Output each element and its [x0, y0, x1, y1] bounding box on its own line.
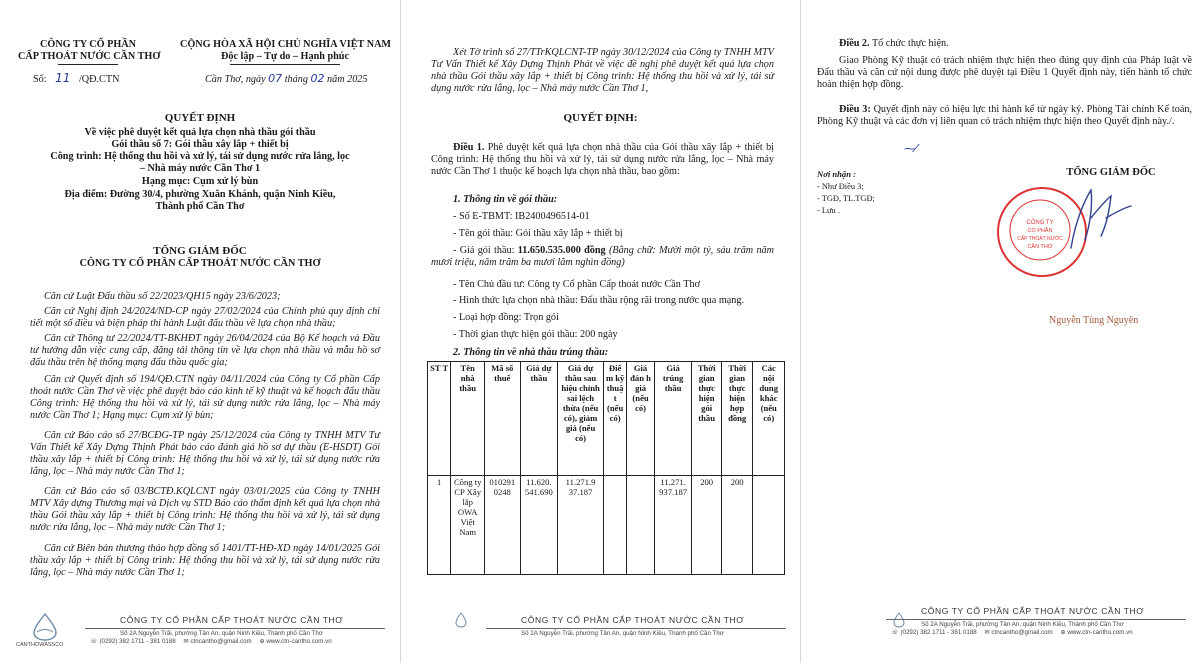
phone-icon: ☏ — [90, 638, 98, 645]
article-3: Điều 3: Quyết định này có hiệu lực thi hành kể từ ngày ký. Phòng Tài chính Kế toán, Phòng Kỹ thuật và các đơn vị liên quan có trách nhiệm thực hiện theo Quyết định này./. — [817, 104, 1193, 127]
company-name-line2: CẤP THOÁT NƯỚC CẦN THƠ — [18, 51, 161, 62]
authority-company: CÔNG TY CỔ PHẦN CẤP THOÁT NƯỚC CẦN THƠ — [79, 258, 321, 269]
table-header: ST T — [428, 362, 451, 476]
legal-basis-item: Căn cứ Nghị định 24/2024/ND-CP ngày 27/02/2024 của Chính phủ quy định chi tiết một số điều và biện pháp thi hành Luật đấu thầu về lựa chọn nhà thầu; — [30, 306, 380, 329]
recipient-item: - TGĐ, TL.TGĐ; — [817, 194, 875, 203]
legal-basis-item: Căn cứ Thông tư 22/2024/TT-BKHĐT ngày 26/04/2024 của Bộ Kế hoạch và Đầu tư hướng dẫn việc cung cấp, đăng tải thông tin về lựa chọn nhà thầu và mẫu hồ sơ đấu thầu trên hệ thống mạng đấu thầu quốc gia; — [30, 333, 380, 368]
subject-line: Thành phố Cần Thơ — [155, 201, 245, 212]
section-winner-info: 2. Thông tin về nhà thầu trúng thầu: — [453, 347, 609, 358]
article-1: Điều 1. Phê duyệt kết quả lựa chọn nhà thầu của Gói thầu xây lắp + thiết bị Công trình: Hệ thống thu hồi và xử lý, tái sử dụng nước rửa lắng, lọc – Nhà máy nước Cần Thơ 1 thuộc kế hoạch lựa chọn nhà thầu, bao gồm: — [431, 142, 774, 177]
table-row — [428, 476, 785, 575]
nation-motto: Độc lập – Tự do – Hạnh phúc — [221, 51, 349, 62]
footer-company: CÔNG TY CỔ PHẦN CẤP THOÁT NƯỚC CẦN THƠ — [120, 615, 344, 625]
subject-line: Gói thầu số 7: Gói thầu xây lắp + thiết bị — [111, 139, 289, 150]
header-rule-left — [58, 64, 118, 65]
footer-rule — [85, 628, 385, 629]
subject-line: Công trình: Hệ thống thu hồi và xử lý, tái sử dụng nước rửa lắng, lọc — [50, 151, 350, 162]
table-cell — [603, 476, 626, 575]
signer-title: TỔNG GIÁM ĐỐC — [1066, 167, 1156, 178]
table-header: Các nội dung khác (nếu có) — [753, 362, 785, 476]
contract-type: - Loại hợp đồng: Trọn gói — [453, 312, 559, 323]
table-cell: 010291 0248 — [484, 476, 520, 575]
package-name: - Tên gói thầu: Gói thầu xây lắp + thiết bị — [453, 228, 623, 239]
table-cell — [753, 476, 785, 575]
svg-text:CỔ PHẦN: CỔ PHẦN — [1027, 228, 1053, 234]
svg-text:CẦN THƠ: CẦN THƠ — [1027, 244, 1053, 250]
footer-company: CÔNG TY CỔ PHẦN CẤP THOÁT NƯỚC CẦN THƠ — [521, 615, 745, 625]
winning-bidder-table — [427, 361, 785, 575]
company-name-line1: CÔNG TY CỔ PHẦN — [40, 39, 136, 50]
company-logo — [891, 612, 907, 628]
subject-line: Hạng mục: Cụm xử lý bùn — [141, 176, 259, 187]
legal-basis-item: Căn cứ Biên bản thương thảo hợp đồng số 1401/TT-HĐ-XD ngày 14/01/2025 Gói thầu xây lắp + thiết bị Công trình: Hệ thống thu hồi và xử lý, tái sử dụng nước rửa lắng, lọc – Nhà máy nước Cần Thơ 1; — [30, 543, 380, 578]
signer-name: Nguyễn Tùng Nguyên — [1049, 315, 1139, 326]
table-cell — [627, 476, 654, 575]
company-logo — [25, 612, 65, 642]
email-icon: ✉ — [984, 629, 990, 636]
footer-company: CÔNG TY CỔ PHẦN CẤP THOÁT NƯỚC CẦN THƠ — [921, 606, 1145, 616]
table-header-row — [428, 362, 785, 476]
article-2-body: Giao Phòng Kỹ thuật có trách nhiệm thực hiện theo đúng quy định của Pháp luật về Đấu thầu và căn cứ nội dung được phê duyệt tại Điều 1 Quyết định này, tiến hành tổ chức hoàn thiện hợp đồng. — [817, 55, 1192, 90]
table-header: Giá đán h giá (nếu có) — [627, 362, 654, 476]
footer-contacts: ☏ (0292) 382 1711 - 381 0188 ✉ ctncantho@gmail.com ⊕ www.ctn-cantho.com.vn — [90, 638, 332, 645]
svg-text:CÔNG TY: CÔNG TY — [1026, 220, 1054, 226]
recipient-item: - Lưu . — [817, 206, 840, 215]
table-cell: 11.620. 541.690 — [520, 476, 558, 575]
handwritten-signature — [1051, 178, 1151, 258]
article-2: Điều 2. Tổ chức thực hiện. — [839, 38, 949, 49]
table-cell: 11.271.9 37.187 — [558, 476, 604, 575]
subject-line: Về việc phê duyệt kết quả lựa chọn nhà thầu gói thầu — [84, 127, 316, 138]
table-header: Thời gian thực hiện hợp đồng — [721, 362, 753, 476]
table-cell: 11.271. 937.187 — [654, 476, 692, 575]
footer-address: Số 2A Nguyễn Trãi, phường Tân An, quận Ninh Kiều, Thành phố Cần Thơ — [921, 621, 1124, 628]
phone-icon: ☏ — [891, 629, 899, 636]
decision-title: QUYẾT ĐỊNH — [164, 112, 236, 124]
recipients-title: Nơi nhận : — [817, 169, 856, 179]
footer-address: Số 2A Nguyễn Trãi, phường Tân An, quận Ninh Kiều, Thành phố Cần Thơ — [521, 630, 724, 637]
subject-line: Địa điểm: Đường 30/4, phường Xuân Khánh, quận Ninh Kiều, — [64, 189, 336, 200]
table-header: Điể m kỹ thuậ t (nếu có) — [603, 362, 626, 476]
table-cell: 200 — [692, 476, 721, 575]
table-header: Giá dự thầu — [520, 362, 558, 476]
header-rule-right — [230, 64, 340, 65]
subject-line: – Nhà máy nước Cần Thơ 1 — [139, 163, 261, 174]
legal-basis-item: Căn cứ Luật Đấu thầu số 22/2023/QH15 ngày 23/6/2023; — [44, 291, 281, 302]
selection-method: - Hình thức lựa chọn nhà thầu: Đấu thầu rộng rãi trong nước qua mạng. — [453, 295, 744, 306]
svg-text:CẤP THOÁT NƯỚC: CẤP THOÁT NƯỚC — [1017, 236, 1063, 242]
nation-name: CỘNG HÒA XÃ HỘI CHỦ NGHĨA VIỆT NAM — [180, 39, 392, 50]
decision-page-3 — [801, 0, 1200, 663]
handwritten-number: 11 — [55, 71, 71, 85]
globe-icon: ⊕ — [259, 638, 265, 645]
recipient-item: - Như Điều 3; — [817, 182, 864, 191]
table-header: Tên nhà thầu — [451, 362, 485, 476]
footer-rule — [886, 619, 1186, 620]
table-cell: 1 — [428, 476, 451, 575]
decision-heading: QUYẾT ĐỊNH: — [563, 112, 638, 124]
company-logo — [453, 612, 469, 628]
table-header: Giá trúng thầu — [654, 362, 692, 476]
table-header: Giá dự thầu sau hiệu chỉnh sai lệch thừa (nếu có), giảm giá (nếu có) — [558, 362, 604, 476]
decision-page-2 — [401, 0, 800, 663]
email-icon: ✉ — [183, 638, 189, 645]
legal-basis-item: Căn cứ Báo cáo số 03/BCTĐ.KQLCNT ngày 03/01/2025 của Công ty TNHH MTV Xây dựng Thương mại và Dịch vụ STD Báo cáo thẩm định kết quả lựa chọn nhà thầu Gói thầu xây lắp + thiết bị Công trình: Hệ thống thu hồi và xử lý, tái sử dụng nước rửa lắng, lọc – Nhà máy nước Cần Thơ 1; — [30, 486, 380, 533]
company-logo-text: CANTHOWASSCO — [16, 642, 64, 648]
legal-basis-item: Căn cứ Quyết định số 194/QĐ.CTN ngày 04/11/2024 của Công ty Cổ phần Cấp thoát nước Cần Thơ về việc phê duyệt báo cáo kinh tế kỹ thuật và kế hoạch đấu thầu Công trình: Hệ thống thu hồi và xử lý, tái sử dụng nước rửa lắng, lọc – Nhà máy nước Cần Thơ 1; Hạng mục: Cụm xử lý bùn; — [30, 374, 380, 421]
footer-address: Số 2A Nguyễn Trãi, phường Tân An, quận Ninh Kiều, Thành phố Cần Thơ — [120, 630, 323, 637]
table-cell: Công ty CP Xây lắp OWA Việt Nam — [451, 476, 485, 575]
section-package-info: 1. Thông tin về gói thầu: — [453, 194, 558, 205]
document-number: Số: 11 /QĐ.CTN — [33, 71, 120, 85]
footer-rule — [486, 628, 786, 629]
package-price: - Giá gói thầu: 11.650.535.000 đồng (Bằng chữ: Mười một tỷ, sáu trăm năm mươi triệu, năm trăm ba mươi lăm nghìn đồng) — [431, 245, 774, 268]
tbmt-number: - Số E-TBMT: IB2400496514-01 — [453, 211, 590, 222]
authority-title: TỔNG GIÁM ĐỐC — [153, 245, 247, 257]
table-header: Thời gian thực hiện gói thầu — [692, 362, 721, 476]
table-header: Mã số thuế — [484, 362, 520, 476]
globe-icon: ⊕ — [1060, 629, 1066, 636]
initials-mark: ⁓⁄ — [904, 142, 917, 155]
package-duration: - Thời gian thực hiện gói thầu: 200 ngày — [453, 329, 618, 340]
table-cell: 200 — [721, 476, 753, 575]
proposal-reference: Xét Tờ trình số 27/TTrKQLCNT-TP ngày 30/12/2024 của Công ty TNHH MTV Tư Vấn Thiết kế Xây Dựng Thịnh Phát về việc đề nghị phê duyệt kết quả lựa chọn nhà thầu Gói thầu xây lắp + thiết bị Công trình: Hệ thống thu hồi và xử lý, tái sử dụng nước rửa lắng, lọc – Nhà máy nước Cần Thơ 1, — [431, 47, 774, 94]
footer-contacts: ☏ (0292) 382 1711 - 381 0188 ✉ ctncantho@gmail.com ⊕ www.ctn-cantho.com.vn — [891, 629, 1133, 636]
issue-date: Cần Thơ, ngày 07 tháng 02 năm 2025 — [205, 72, 368, 85]
legal-basis-item: Căn cứ Báo cáo số 27/BCĐG-TP ngày 25/12/2024 của Công ty TNHH MTV Tư Vấn Thiết kế Xây Dựng Thịnh Phát báo cáo đánh giá hồ sơ dự thầu (E-HSDT) Gói thầu xây lắp + thiết bị Công trình: Hệ thống thu hồi và xử lý, tái sử dụng nước rửa lắng, lọc – Nhà máy nước Cần Thơ 1; — [30, 430, 380, 477]
decision-page-1 — [0, 0, 400, 663]
investor: - Tên Chủ đầu tư: Công ty Cổ phần Cấp thoát nước Cần Thơ — [453, 279, 700, 290]
